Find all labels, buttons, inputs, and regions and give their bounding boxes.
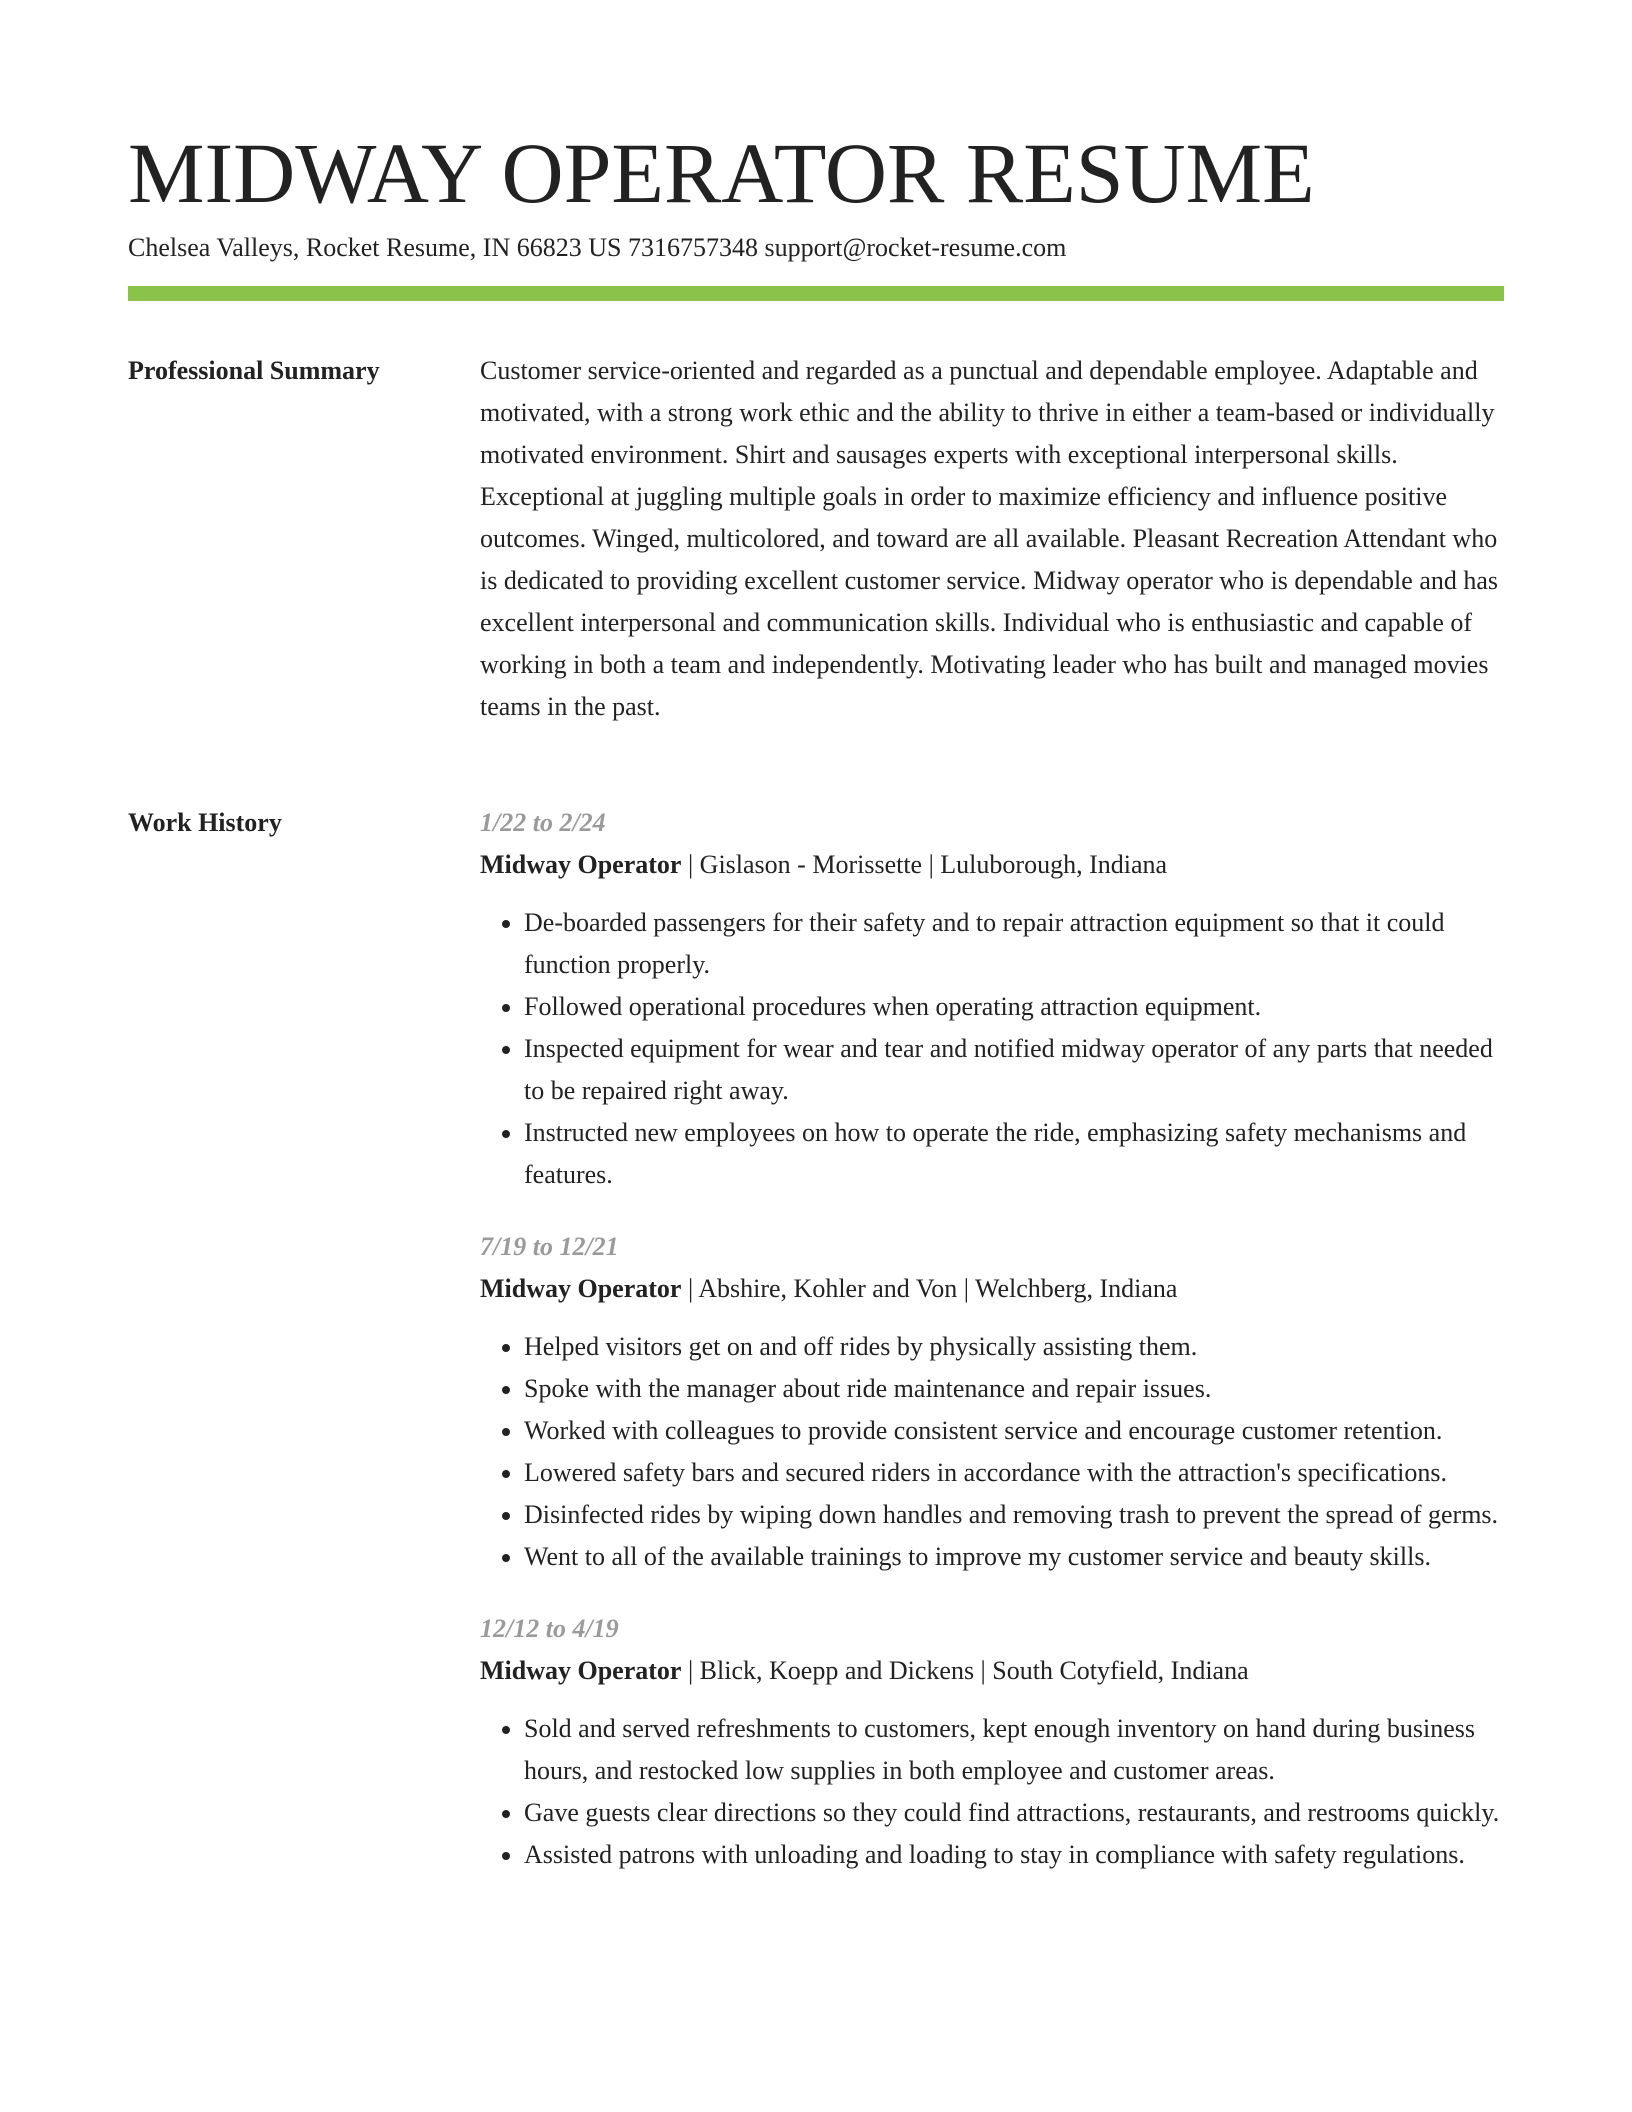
job-dates: 12/12 to 4/19	[480, 1614, 619, 1643]
job-details: | Gislason - Morissette | Luluborough, Indiana	[681, 850, 1168, 879]
resume-title: MIDWAY OPERATOR RESUME	[128, 125, 1315, 221]
job-bullet: • Lowered safety bars and secured riders in accordance with the attraction's specifications.	[524, 1452, 1504, 1494]
job-entry	[480, 1608, 1504, 1876]
job-bullet: • Followed operational procedures when operating attraction equipment.	[524, 986, 1504, 1028]
summary-body	[480, 350, 1504, 728]
job-entry	[480, 802, 1504, 1196]
job-bullet: • Helped visitors get on and off rides by physically assisting them.	[524, 1326, 1504, 1368]
job-bullet: • Instructed new employees on how to operate the ride, emphasizing safety mechanisms and features.	[524, 1112, 1504, 1196]
job-title: Midway Operator	[480, 1274, 682, 1303]
job-heading	[480, 1268, 1504, 1310]
job-dates: 1/22 to 2/24	[480, 808, 606, 837]
summary-text: Customer service-oriented and regarded as a punctual and dependable employee. Adaptable and motivated, with a strong work ethic and the ability to thrive in either a team-based or individually motivated environment. Shirt and sausages experts with exceptional interpersonal skills. Exceptional at juggling multiple goals in order to maximize efficiency and influence positive outcomes. Winged, multicolored, and toward are all available. Pleasant Recreation Attendant who is dedicated to providing excellent customer service. Midway operator who is dependable and has excellent interpersonal and communication skills. Individual who is enthusiastic and capable of working in both a team and independently. Motivating leader who has built and managed movies teams in the past.	[480, 356, 1499, 721]
job-bullet-list	[480, 1326, 1504, 1578]
job-bullet: • De-boarded passengers for their safety and to repair attraction equipment so that it could function properly.	[524, 902, 1504, 986]
accent-divider	[128, 286, 1504, 301]
work-history-body	[480, 802, 1504, 1906]
job-bullet-list	[480, 1708, 1504, 1876]
job-bullet: • Gave guests clear directions so they could find attractions, restaurants, and restrooms quickly.	[524, 1792, 1504, 1834]
job-details: | Abshire, Kohler and Von | Welchberg, Indiana	[681, 1274, 1178, 1303]
job-dates: 7/19 to 12/21	[480, 1232, 619, 1261]
job-title: Midway Operator	[480, 1656, 682, 1685]
summary-label: Professional Summary	[128, 356, 380, 385]
job-entry	[480, 1226, 1504, 1578]
job-bullet-list	[480, 902, 1504, 1196]
job-bullet: • Sold and served refreshments to customers, kept enough inventory on hand during business hours, and restocked low supplies in both employee and customer areas.	[524, 1708, 1504, 1792]
job-heading	[480, 1650, 1504, 1692]
job-title: Midway Operator	[480, 850, 682, 879]
job-details: | Blick, Koepp and Dickens | South Cotyfield, Indiana	[681, 1656, 1249, 1685]
job-bullet: • Inspected equipment for wear and tear and notified midway operator of any parts that needed to be repaired right away.	[524, 1028, 1504, 1112]
job-bullet: • Spoke with the manager about ride maintenance and repair issues.	[524, 1368, 1504, 1410]
job-bullet: • Disinfected rides by wiping down handles and removing trash to prevent the spread of germs.	[524, 1494, 1504, 1536]
work-history-label: Work History	[128, 808, 282, 837]
job-bullet: • Went to all of the available trainings to improve my customer service and beauty skills.	[524, 1536, 1504, 1578]
job-bullet: • Worked with colleagues to provide consistent service and encourage customer retention.	[524, 1410, 1504, 1452]
job-heading	[480, 844, 1504, 886]
job-bullet: • Assisted patrons with unloading and loading to stay in compliance with safety regulations.	[524, 1834, 1504, 1876]
contact-line: Chelsea Valleys, Rocket Resume, IN 66823 US 7316757348 support@rocket-resume.com	[128, 233, 1067, 262]
